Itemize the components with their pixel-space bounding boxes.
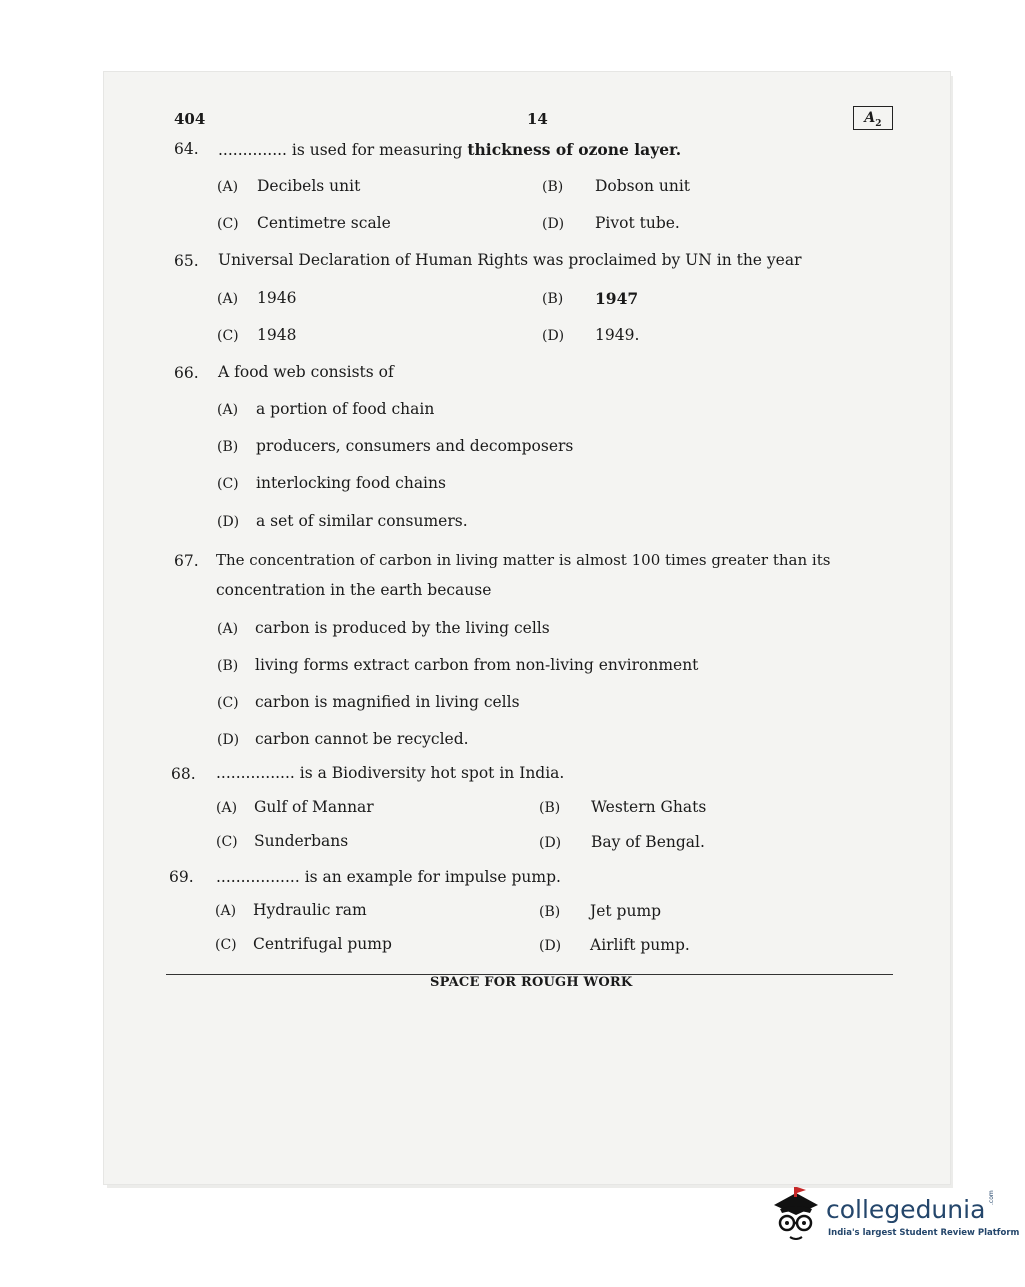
option-text: carbon is produced by the living cells — [255, 619, 550, 637]
option-text: living forms extract carbon from non-living environment — [255, 656, 699, 674]
question-number: 68. — [171, 765, 196, 783]
option-text: 1947 — [595, 289, 639, 308]
option-text: Sunderbans — [254, 832, 349, 850]
option-label: (C) — [217, 328, 239, 344]
option-label: (D) — [217, 514, 240, 530]
option-text: 1946 — [257, 289, 297, 307]
question-text-part: is used for measuring — [286, 141, 468, 159]
option-label: (A) — [217, 179, 239, 195]
blank-dots: ................. — [216, 868, 300, 886]
option-text: Airlift pump. — [590, 936, 690, 954]
booklet-set-box — [853, 106, 893, 130]
question-text-bold: thickness of ozone layer. — [467, 140, 682, 159]
brand-tagline: India's largest Student Review Platform — [828, 1228, 1020, 1238]
blank-dots: ................ — [216, 764, 295, 782]
option-label: (C) — [217, 695, 239, 711]
option-label: (D) — [217, 732, 240, 748]
option-label: (A) — [216, 800, 238, 816]
option-label: (A) — [217, 402, 239, 418]
question-number: 64. — [174, 140, 199, 158]
paper-code: 404 — [174, 110, 206, 128]
option-text: Gulf of Mannar — [254, 798, 374, 816]
question-text: Universal Declaration of Human Rights was proclaimed by UN in the year — [218, 251, 802, 269]
question-text-part: is a Biodiversity hot spot in India. — [294, 764, 565, 782]
question-text-line-2: concentration in the earth because — [216, 581, 492, 599]
option-text: Hydraulic ram — [253, 901, 367, 919]
question-text — [216, 868, 561, 886]
option-label: (B) — [217, 658, 239, 674]
option-label: (B) — [539, 800, 561, 816]
option-label: (C) — [217, 476, 239, 492]
question-text — [216, 764, 564, 782]
question-number: 67. — [174, 552, 199, 570]
option-label: (C) — [217, 216, 239, 232]
set-subscript: 2 — [875, 118, 882, 129]
option-text: Centrifugal pump — [253, 935, 392, 953]
option-text: Pivot tube. — [595, 214, 680, 232]
question-number: 69. — [169, 868, 194, 886]
option-text: 1949. — [595, 326, 640, 344]
blank-dots: .............. — [218, 141, 287, 159]
option-text: interlocking food chains — [256, 474, 446, 492]
option-label: (C) — [215, 937, 237, 953]
collegedunia-watermark — [766, 1183, 1020, 1253]
mascot-icon — [766, 1183, 824, 1247]
question-number: 66. — [174, 364, 199, 382]
option-text: producers, consumers and decomposers — [256, 437, 574, 455]
option-label: (D) — [539, 835, 562, 851]
option-label: (D) — [542, 216, 565, 232]
question-number: 65. — [174, 252, 199, 270]
page-number: 14 — [527, 110, 548, 128]
question-text: A food web consists of — [218, 363, 394, 381]
rough-work-heading: SPACE FOR ROUGH WORK — [430, 975, 633, 990]
option-text: Dobson unit — [595, 177, 691, 195]
option-text: Decibels unit — [257, 177, 361, 195]
option-text: Jet pump — [590, 902, 662, 920]
option-text: a portion of food chain — [256, 400, 435, 418]
option-label: (D) — [539, 938, 562, 954]
option-label: (A) — [215, 903, 237, 919]
set-letter: A — [864, 110, 876, 126]
question-text — [218, 140, 681, 159]
option-text: Western Ghats — [591, 798, 707, 816]
option-text: carbon cannot be recycled. — [255, 730, 469, 748]
option-label: (B) — [542, 179, 564, 195]
option-text: a set of similar consumers. — [256, 512, 468, 530]
option-label: (B) — [542, 291, 564, 307]
option-text: carbon is magnified in living cells — [255, 693, 520, 711]
option-text: 1948 — [257, 326, 297, 344]
option-text: Bay of Bengal. — [591, 833, 705, 851]
option-label: (B) — [217, 439, 239, 455]
question-text-line-1: The concentration of carbon in living matter is almost 100 times greater than its — [216, 551, 831, 569]
option-text: Centimetre scale — [257, 214, 391, 232]
option-label: (C) — [216, 834, 238, 850]
option-label: (A) — [217, 291, 239, 307]
option-label: (B) — [539, 904, 561, 920]
option-label: (A) — [217, 621, 239, 637]
brand-name: collegedunia — [826, 1195, 986, 1224]
question-text-part: is an example for impulse pump. — [299, 868, 561, 886]
brand-domain: .com — [988, 1190, 995, 1205]
option-label: (D) — [542, 328, 565, 344]
